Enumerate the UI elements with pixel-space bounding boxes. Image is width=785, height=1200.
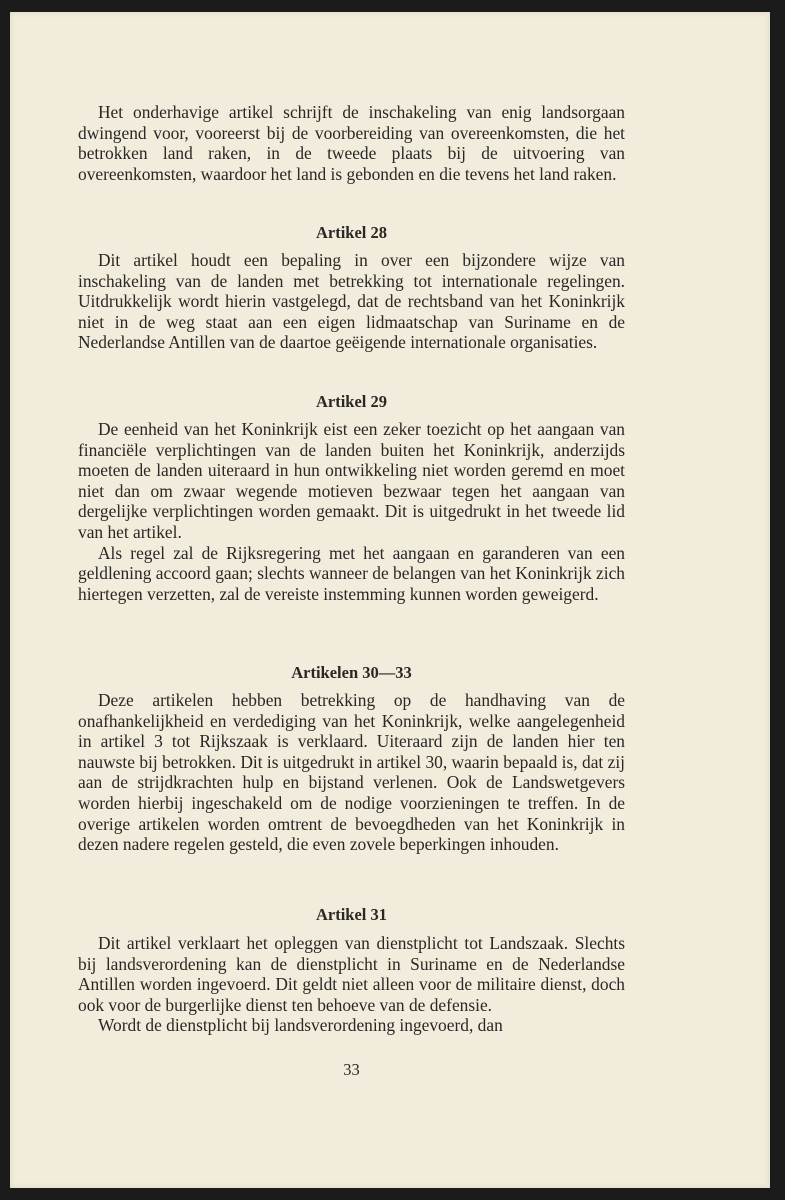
section-heading-artikel-28: Artikel 28 xyxy=(315,223,388,242)
artikel-31-section xyxy=(78,933,625,1036)
page-number: 33 xyxy=(343,1060,360,1079)
paragraph: Wordt de dienstplicht bij landsverordening ingevoerd, dan xyxy=(98,1015,503,1036)
artikelen-30-33-section xyxy=(78,690,625,855)
paragraph: De eenheid van het Koninkrijk eist een zeker toezicht op het aangaan van financiële verplichtingen van de landen buiten het Koninkrijk, anderzijds moeten de landen uiteraard in hun ontwikkeling niet worden geremd en moet niet dan om zwaar wegende motieven bezwaar tegen het aangaan van dergelijke verplichtingen worden gemaakt. Dit is uitgedrukt in het tweede lid van het artikel. xyxy=(78,419,625,542)
paragraph: Dit artikel houdt een bepaling in over een bijzondere wijze van inschakeling van de landen met betrekking tot internationale regelingen. Uitdrukkelijk wordt hierin vastgelegd, dat de rechtsband van het Koninkrijk niet in de weg staat aan een eigen lidmaatschap van Suriname en de Nederlandse Antillen van de daartoe geëigende internationale organisaties. xyxy=(78,250,625,353)
paragraph: Deze artikelen hebben betrekking op de handhaving van de onafhankelijkheid en verdediging van het Koninkrijk, welke aangelegenheid in artikel 3 tot Rijkszaak is verklaard. Uiteraard zijn de landen hier ten nauwste bij betrokken. Dit is uitgedrukt in artikel 30, waarin bepaald is, dat zij aan de strijdkrachten hulp en bijstand verlenen. Ook de Landswetgevers worden hierbij ingeschakeld om de nodige voorzieningen te treffen. In de overige artikelen worden omtrent de bevoegdheden van het Koninkrijk in dezen nadere regelen gesteld, die even zovele beperkingen inhouden. xyxy=(78,690,625,855)
intro-section xyxy=(78,102,625,184)
paragraph: Dit artikel verklaart het opleggen van dienstplicht tot Landszaak. Slechts bij landsverordening kan de dienstplicht in Suriname en de Nederlandse Antillen worden ingevoerd. Dit geldt niet alleen voor de militaire dienst, doch ook voor de burgerlijke dienst ten behoeve van de defensie. xyxy=(78,933,625,1015)
artikel-29-section xyxy=(78,419,625,604)
section-heading-artikelen-30-33: Artikelen 30—33 xyxy=(291,663,412,682)
section-heading-artikel-31: Artikel 31 xyxy=(315,905,388,924)
artikel-28-section xyxy=(78,250,625,353)
section-heading-artikel-29: Artikel 29 xyxy=(315,392,388,411)
paragraph: Het onderhavige artikel schrijft de inschakeling van enig landsorgaan dwingend voor, vooreerst bij de voorbereiding van overeenkomsten, die het betrokken land raken, in de tweede plaats bij de uitvoering van overeenkomsten, waardoor het land is gebonden en die tevens het land raken. xyxy=(78,102,625,184)
document-page xyxy=(10,12,770,1188)
paragraph: Als regel zal de Rijksregering met het aangaan en garanderen van een geldlening accoord gaan; slechts wanneer de belangen van het Koninkrijk zich hiertegen verzetten, zal de vereiste instemming kunnen worden geweigerd. xyxy=(78,542,625,604)
